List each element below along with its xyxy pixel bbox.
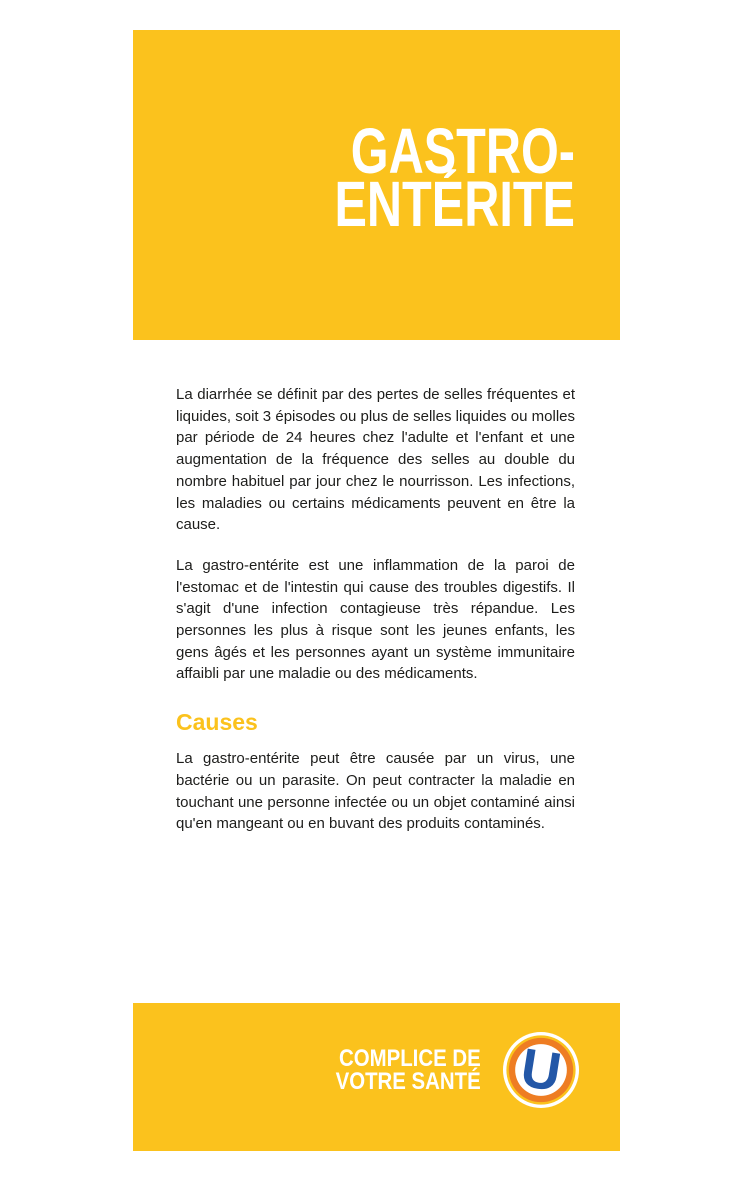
causes-heading: Causes bbox=[176, 709, 258, 736]
u-logo-letter: U bbox=[516, 1036, 566, 1104]
page-title-line2: ENTÉRITE bbox=[334, 168, 575, 240]
page-title-line1: GASTRO- bbox=[350, 115, 575, 187]
article-content bbox=[176, 384, 575, 854]
page-title bbox=[239, 115, 575, 240]
footer-tagline-line2: VOTRE SANTÉ bbox=[335, 1068, 481, 1095]
causes-paragraph: La gastro-entérite peut être causée par un virus, une bactérie ou un parasite. On peut contracter la maladie en touchant une personne infectée ou un objet contaminé ainsi qu'en mangeant ou en buvant des produits contaminés. bbox=[176, 750, 575, 833]
header-banner bbox=[133, 30, 620, 340]
u-logo-icon bbox=[502, 1031, 580, 1109]
intro-paragraph: La diarrhée se définit par des pertes de selles fréquentes et liquides, soit 3 épisodes ou plus de selles liquides ou molles par période de 24 heures chez l'adulte et l'enfant et une augmentation de la fréquence des selles au double du nombre habituel par jour chez le nourrisson. Les infections, les maladies ou certains médicaments peuvent en être la cause. bbox=[176, 386, 575, 534]
footer-banner bbox=[133, 1003, 620, 1151]
footer-tagline-line1: COMPLICE DE bbox=[339, 1045, 481, 1072]
footer-tagline bbox=[336, 1047, 481, 1093]
u-brand-logo bbox=[502, 1031, 580, 1109]
definition-paragraph: La gastro-entérite est une inflammation de la paroi de l'estomac et de l'intestin qui cause des troubles digestifs. Il s'agit d'une infection contagieuse très répandue. Les personnes les plus à risque sont les jeunes enfants, les gens âgés et les personnes ayant un système immunitaire affaibli par une maladie ou des médicaments. bbox=[176, 556, 575, 683]
